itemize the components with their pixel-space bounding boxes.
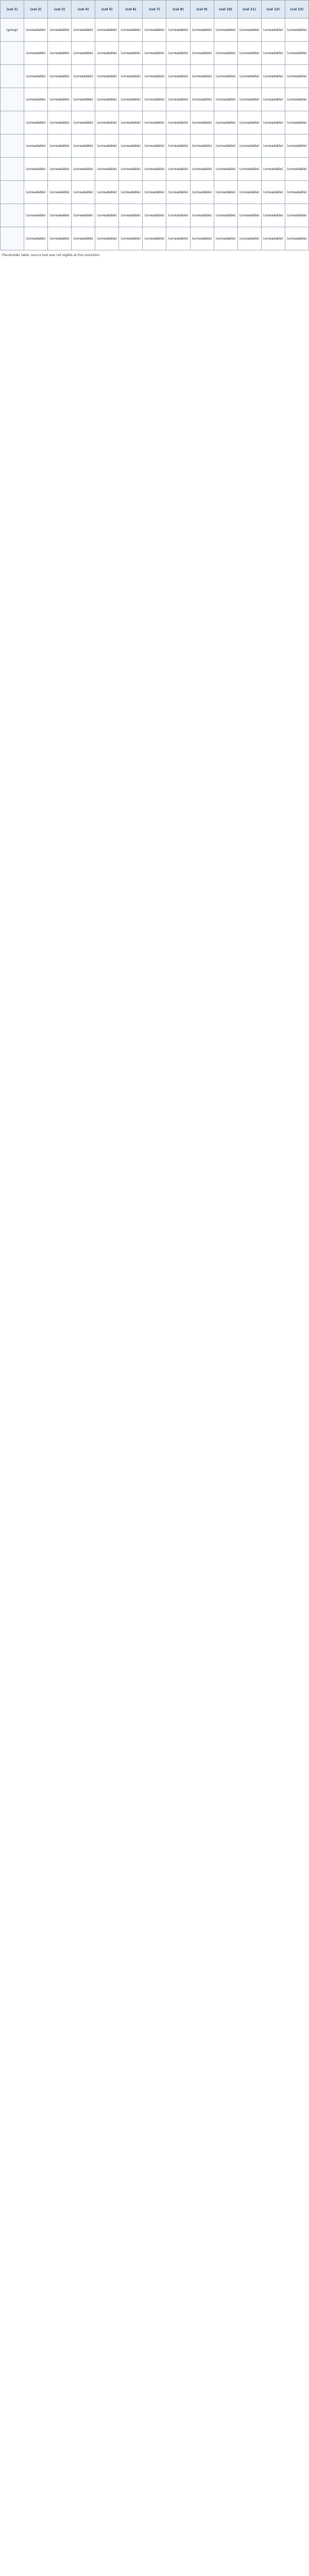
table-cell: (unreadable): [143, 111, 166, 134]
table-cell: (unreadable): [119, 19, 143, 42]
table-cell: (unreadable): [24, 158, 48, 181]
column-header: (col 9): [190, 1, 214, 19]
table-cell: (unreadable): [24, 181, 48, 204]
column-header: (col 5): [95, 1, 119, 19]
table-cell: (unreadable): [214, 204, 237, 227]
column-header: (col 6): [119, 1, 143, 19]
table-cell: (unreadable): [237, 227, 261, 250]
table-cell: (unreadable): [166, 42, 190, 65]
table-cell: (unreadable): [285, 65, 308, 88]
table-cell: (unreadable): [261, 111, 285, 134]
table-cell: [1, 111, 24, 134]
table-cell: (unreadable): [24, 134, 48, 158]
table-cell: (unreadable): [214, 158, 237, 181]
table-cell: (unreadable): [143, 204, 166, 227]
table-cell: (unreadable): [95, 204, 119, 227]
table-cell: (unreadable): [190, 65, 214, 88]
column-header: (col 7): [143, 1, 166, 19]
table-cell: (unreadable): [72, 65, 95, 88]
table-cell: (unreadable): [48, 111, 72, 134]
table-cell: (unreadable): [237, 65, 261, 88]
table-row: [1, 111, 309, 134]
header-row: [1, 1, 309, 19]
table-cell: (unreadable): [95, 134, 119, 158]
table-cell: (unreadable): [285, 88, 308, 111]
table-cell: (unreadable): [24, 42, 48, 65]
table-cell: (unreadable): [261, 134, 285, 158]
table-cell: (unreadable): [143, 134, 166, 158]
table-cell: (unreadable): [190, 158, 214, 181]
table-cell: [1, 134, 24, 158]
table-cell: (unreadable): [237, 42, 261, 65]
table-cell: (unreadable): [261, 158, 285, 181]
table-cell: (group): [1, 19, 24, 42]
table-cell: (unreadable): [48, 204, 72, 227]
table-cell: (unreadable): [143, 65, 166, 88]
table-cell: [1, 88, 24, 111]
table-cell: (unreadable): [119, 227, 143, 250]
table-cell: (unreadable): [119, 181, 143, 204]
table-cell: (unreadable): [95, 227, 119, 250]
table-cell: (unreadable): [214, 134, 237, 158]
data-table: [0, 0, 309, 250]
table-cell: (unreadable): [190, 42, 214, 65]
column-header: (col 4): [72, 1, 95, 19]
column-header: (col 10): [214, 1, 237, 19]
table-cell: (unreadable): [285, 181, 308, 204]
table-row: [1, 19, 309, 42]
table-cell: (unreadable): [95, 88, 119, 111]
table-cell: (unreadable): [72, 134, 95, 158]
table-cell: (unreadable): [119, 88, 143, 111]
table-cell: (unreadable): [237, 181, 261, 204]
column-header: (col 11): [237, 1, 261, 19]
table-cell: [1, 227, 24, 250]
table-cell: (unreadable): [285, 227, 308, 250]
table-cell: (unreadable): [72, 204, 95, 227]
table-cell: (unreadable): [119, 42, 143, 65]
table-cell: (unreadable): [72, 181, 95, 204]
table-cell: (unreadable): [261, 88, 285, 111]
table-row: [1, 227, 309, 250]
table-cell: (unreadable): [143, 19, 166, 42]
table-cell: (unreadable): [261, 204, 285, 227]
table-cell: (unreadable): [24, 227, 48, 250]
table-note: Placeholder table: source text was not legible at this resolution.: [2, 253, 101, 257]
table-row: [1, 88, 309, 111]
table-cell: (unreadable): [48, 19, 72, 42]
table-cell: (unreadable): [24, 88, 48, 111]
table-cell: (unreadable): [166, 134, 190, 158]
table-cell: (unreadable): [285, 204, 308, 227]
table-cell: (unreadable): [237, 134, 261, 158]
table-row: [1, 158, 309, 181]
table-cell: (unreadable): [261, 65, 285, 88]
table-cell: (unreadable): [237, 88, 261, 111]
table-cell: (unreadable): [119, 204, 143, 227]
table-cell: (unreadable): [48, 88, 72, 111]
table-cell: (unreadable): [72, 227, 95, 250]
table-cell: [1, 42, 24, 65]
column-header: (col 1): [1, 1, 24, 19]
table-cell: (unreadable): [166, 227, 190, 250]
table-cell: (unreadable): [166, 88, 190, 111]
table-cell: (unreadable): [48, 65, 72, 88]
table-cell: [1, 65, 24, 88]
table-cell: (unreadable): [24, 204, 48, 227]
table-cell: (unreadable): [214, 42, 237, 65]
table-cell: (unreadable): [237, 111, 261, 134]
table-cell: [1, 181, 24, 204]
table-cell: (unreadable): [166, 158, 190, 181]
table-cell: (unreadable): [72, 42, 95, 65]
table-cell: (unreadable): [48, 227, 72, 250]
table-cell: (unreadable): [214, 227, 237, 250]
column-header: (col 8): [166, 1, 190, 19]
table-cell: (unreadable): [72, 88, 95, 111]
table-cell: (unreadable): [261, 227, 285, 250]
table-cell: (unreadable): [95, 111, 119, 134]
table-cell: (unreadable): [190, 181, 214, 204]
table-cell: (unreadable): [190, 111, 214, 134]
table-cell: (unreadable): [214, 65, 237, 88]
table-cell: (unreadable): [190, 204, 214, 227]
table-cell: (unreadable): [48, 42, 72, 65]
table-cell: (unreadable): [95, 65, 119, 88]
table-cell: (unreadable): [24, 19, 48, 42]
table-cell: (unreadable): [72, 158, 95, 181]
table-cell: (unreadable): [214, 111, 237, 134]
table-cell: (unreadable): [48, 181, 72, 204]
table-cell: (unreadable): [143, 181, 166, 204]
table-cell: (unreadable): [119, 65, 143, 88]
table-cell: [1, 158, 24, 181]
table-cell: (unreadable): [143, 42, 166, 65]
table-body: [1, 19, 309, 250]
table-row: [1, 42, 309, 65]
table-cell: (unreadable): [285, 134, 308, 158]
table-row: [1, 134, 309, 158]
column-header: (col 12): [261, 1, 285, 19]
table-cell: (unreadable): [143, 88, 166, 111]
table-row: [1, 181, 309, 204]
table-cell: (unreadable): [285, 158, 308, 181]
table-cell: (unreadable): [24, 111, 48, 134]
table-cell: (unreadable): [214, 19, 237, 42]
table-cell: (unreadable): [237, 204, 261, 227]
table-cell: (unreadable): [119, 158, 143, 181]
column-header: (col 3): [48, 1, 72, 19]
column-header: (col 2): [24, 1, 48, 19]
table-cell: (unreadable): [72, 111, 95, 134]
table-cell: (unreadable): [72, 19, 95, 42]
table-cell: (unreadable): [166, 204, 190, 227]
table-cell: (unreadable): [95, 19, 119, 42]
table-cell: (unreadable): [166, 181, 190, 204]
table-cell: (unreadable): [190, 19, 214, 42]
table-cell: (unreadable): [285, 19, 308, 42]
table-cell: (unreadable): [95, 158, 119, 181]
table-cell: (unreadable): [48, 158, 72, 181]
table-cell: (unreadable): [237, 19, 261, 42]
table-cell: (unreadable): [95, 42, 119, 65]
table-cell: (unreadable): [190, 134, 214, 158]
table-cell: (unreadable): [190, 88, 214, 111]
table-cell: (unreadable): [214, 88, 237, 111]
table-row: [1, 65, 309, 88]
table-cell: (unreadable): [119, 134, 143, 158]
table-cell: (unreadable): [285, 42, 308, 65]
table-cell: (unreadable): [166, 65, 190, 88]
table-cell: (unreadable): [285, 111, 308, 134]
table-cell: (unreadable): [237, 158, 261, 181]
table-cell: (unreadable): [214, 181, 237, 204]
table-row: [1, 204, 309, 227]
table-cell: (unreadable): [261, 19, 285, 42]
table-header: [1, 1, 309, 19]
table-cell: (unreadable): [261, 181, 285, 204]
table-cell: (unreadable): [143, 158, 166, 181]
table-cell: (unreadable): [166, 19, 190, 42]
column-header: (col 13): [285, 1, 308, 19]
table-cell: (unreadable): [261, 42, 285, 65]
table-cell: (unreadable): [166, 111, 190, 134]
table-cell: [1, 204, 24, 227]
table-cell: (unreadable): [143, 227, 166, 250]
table-cell: (unreadable): [119, 111, 143, 134]
table-cell: (unreadable): [48, 134, 72, 158]
table-cell: (unreadable): [190, 227, 214, 250]
table-cell: (unreadable): [95, 181, 119, 204]
table-cell: (unreadable): [24, 65, 48, 88]
